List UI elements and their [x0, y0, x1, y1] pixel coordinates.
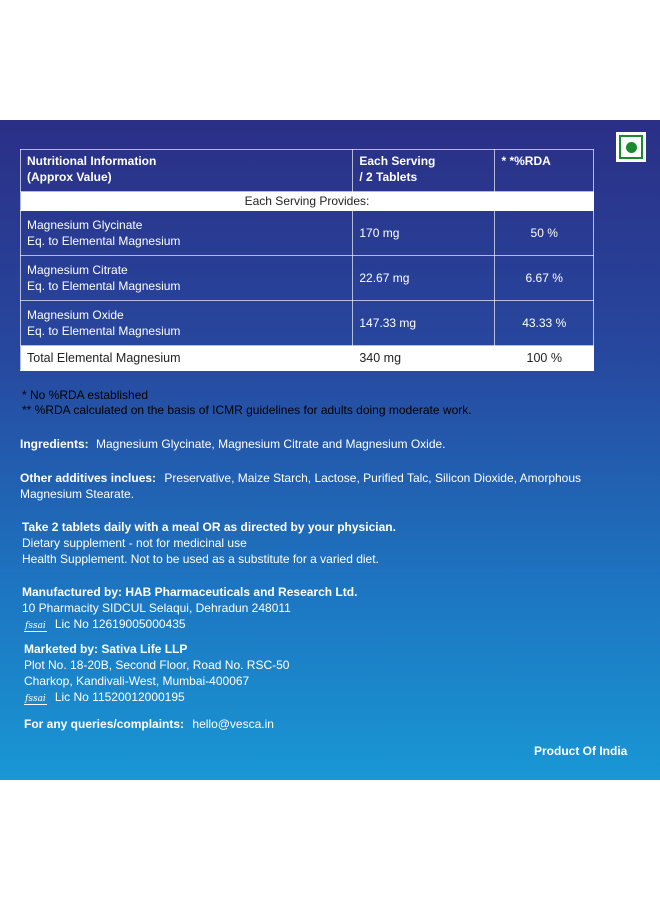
directions-line-1: Take 2 tablets daily with a meal OR as directed by your physician. — [22, 520, 396, 534]
nutrient-rda: 43.33 % — [495, 301, 594, 346]
directions-line-2: Dietary supplement - not for medicinal use — [22, 536, 247, 550]
footnotes — [22, 388, 472, 418]
total-rda: 100 % — [495, 346, 594, 371]
nutrient-sub: Eq. to Elemental Magnesium — [27, 324, 181, 338]
nutrient-sub: Eq. to Elemental Magnesium — [27, 279, 181, 293]
header-nutritional-info: Nutritional Information (Approx Value) — [21, 150, 353, 192]
table-row — [21, 301, 594, 346]
ingredients-text: Magnesium Glycinate, Magnesium Citrate and Magnesium Oxide. — [96, 437, 446, 451]
table-row — [21, 256, 594, 301]
footnote-1: * No %RDA established — [22, 388, 149, 402]
fssai-logo-icon: fssai — [25, 694, 46, 704]
nutrition-table — [20, 149, 594, 371]
additives-text: Preservative, Maize Starch, Lactose, Purified Talc, Silicon Dioxide, Amorphous — [164, 471, 582, 485]
fssai-logo-icon: fssai — [25, 621, 46, 631]
marketer-address-1: Plot No. 18-20B, Second Floor, Road No. RSC-50 — [24, 658, 290, 672]
nutrient-name: Magnesium Citrate — [27, 263, 128, 277]
contact-email[interactable]: hello@vesca.in — [192, 717, 274, 731]
total-row — [21, 346, 594, 371]
marketer-label: Marketed by: Sativa Life LLP — [24, 642, 188, 656]
nutrient-rda: 50 % — [495, 211, 594, 256]
total-name: Total Elemental Magnesium — [21, 346, 353, 371]
additives-label: Other additives inclues: — [20, 471, 157, 485]
nutrient-amount: 147.33 mg — [353, 301, 495, 346]
other-additives — [20, 470, 581, 486]
marketer-lic: Lic No 11520012000195 — [54, 690, 185, 704]
nutrient-rda: 6.67 % — [495, 256, 594, 301]
nutrient-name: Magnesium Glycinate — [27, 218, 143, 232]
manufacturer-label: Manufactured by: HAB Pharmaceuticals and Research Ltd. — [22, 585, 358, 599]
nutrient-name: Magnesium Oxide — [27, 308, 124, 322]
ingredients — [20, 436, 446, 452]
nutrient-amount: 22.67 mg — [353, 256, 495, 301]
queries — [24, 716, 274, 732]
additives-text-2: Magnesium Stearate. — [20, 487, 135, 501]
table-header-row — [21, 150, 594, 192]
ingredients-label: Ingredients: — [20, 437, 89, 451]
nutrient-amount: 170 mg — [353, 211, 495, 256]
marketer-license — [24, 689, 185, 705]
product-origin: Product Of India — [534, 744, 628, 758]
manufacturer-lic: Lic No 12619005000435 — [54, 617, 186, 631]
directions-line-3: Health Supplement. Not to be used as a substitute for a varied diet. — [22, 552, 379, 566]
nutrient-sub: Eq. to Elemental Magnesium — [27, 234, 181, 248]
marketer-address-2: Charkop, Kandivali-West, Mumbai-400067 — [24, 674, 250, 688]
queries-label: For any queries/complaints: — [24, 717, 185, 731]
manufacturer-address: 10 Pharmacity SIDCUL Selaqui, Dehradun 248011 — [22, 601, 291, 615]
footnote-2: ** %RDA calculated on the basis of ICMR guidelines for adults doing moderate work. — [22, 403, 472, 417]
serving-provides-row: Each Serving Provides: — [21, 192, 594, 211]
veg-mark-icon — [616, 132, 646, 162]
manufacturer-license — [24, 616, 186, 632]
header-rda: * *%RDA — [495, 150, 594, 192]
total-amount: 340 mg — [353, 346, 495, 371]
table-row — [21, 211, 594, 256]
header-each-serving: Each Serving / 2 Tablets — [353, 150, 495, 192]
